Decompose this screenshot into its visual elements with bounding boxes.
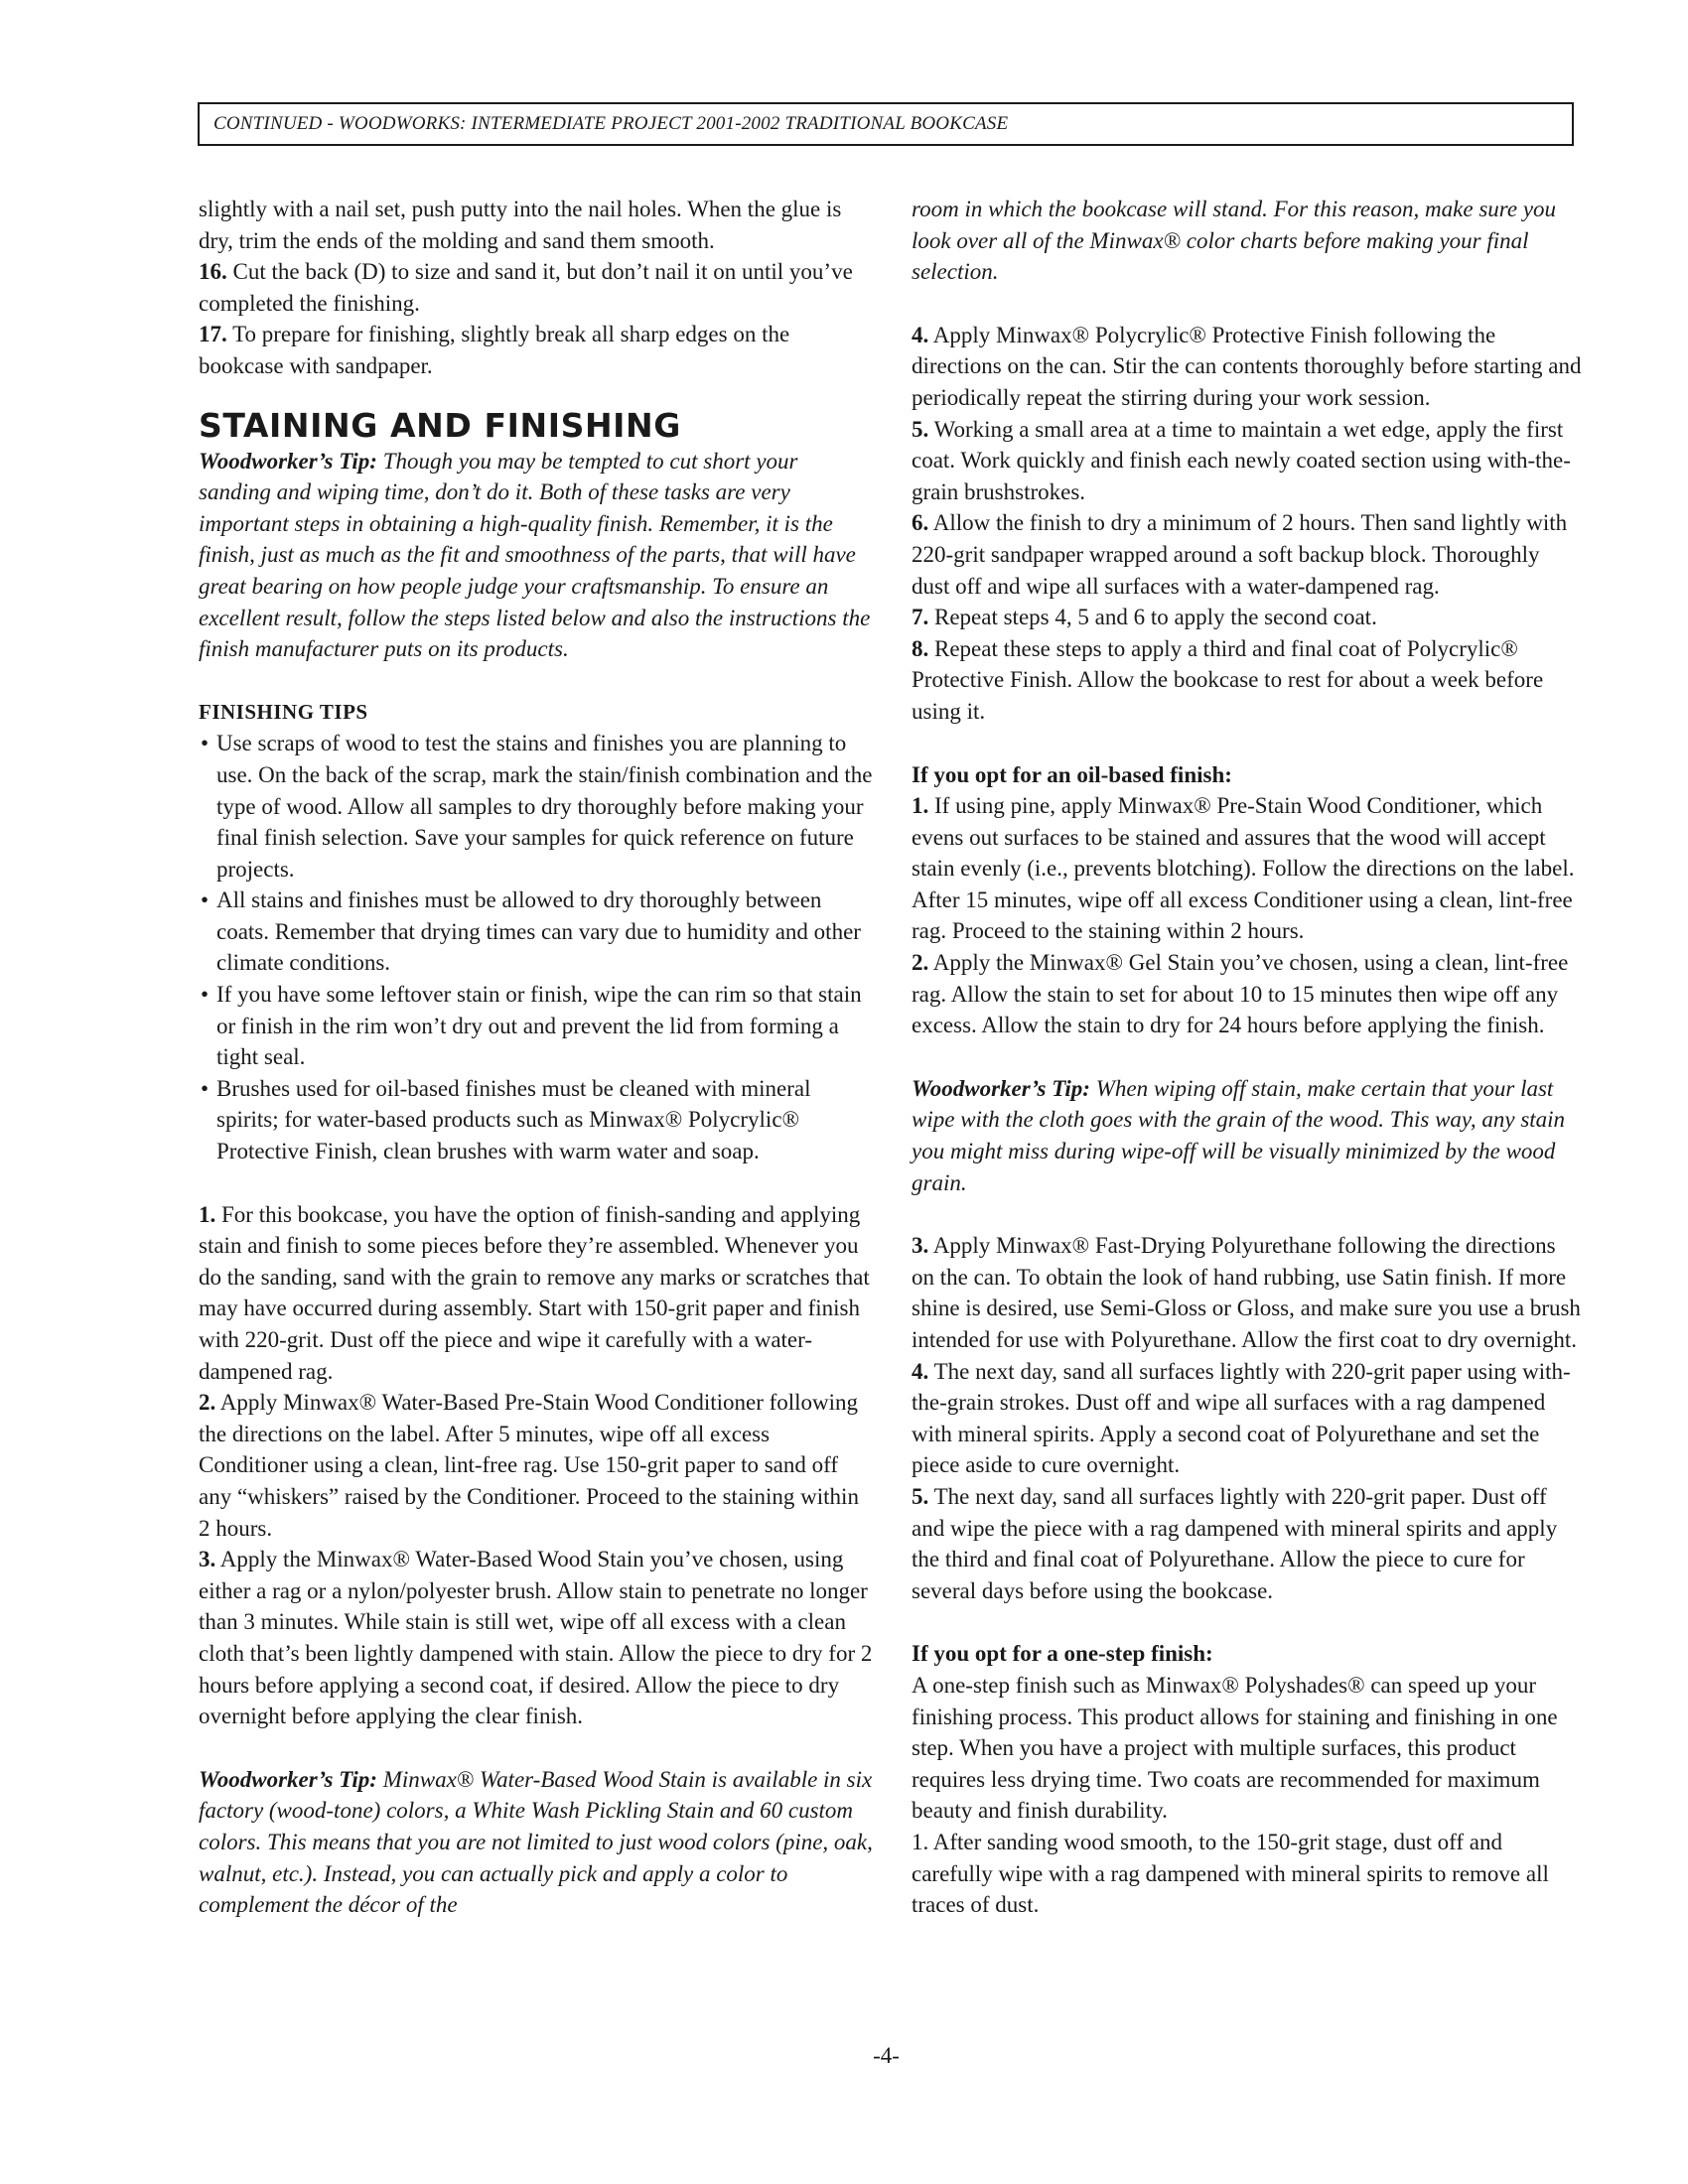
step-text: Apply Minwax® Polycrylic® Protective Finish following the directions on the can. Stir the can contents thoroughly before starting and periodically repeat the stirring during your work session. bbox=[912, 322, 1582, 410]
step-text: Apply Minwax® Water-Based Pre-Stain Wood Conditioner following the directions on the label. After 5 minutes, wipe off all excess Conditioner using a clean, lint-free rag. Use 150-grit paper to sand off any “whiskers” raised by the Conditioner. Proceed to the staining within 2 hours. bbox=[199, 1390, 859, 1541]
step-5 bbox=[912, 414, 1582, 508]
list-item: • Use scraps of wood to test the stains and finishes you are planning to use. On the back of the scrap, mark the stain/finish combination and the type of wood. Allow all samples to dry thoroughly before making your final finish selection. Save your samples for quick reference on future projects. bbox=[199, 728, 874, 885]
step-number: 17. bbox=[199, 322, 227, 347]
step-number: 4. bbox=[912, 322, 929, 347]
step-text: For this bookcase, you have the option of finish-sanding and applying stain and finish to some pieces before they’re assembled. Whenever you do the sanding, sand with the grain to remove any marks or scratches that may have occurred during assembly. Start with 150-grit paper and finish with 220-grit. Dust off the piece and wipe it carefully with a water-dampened rag. bbox=[199, 1201, 870, 1384]
step-17 bbox=[199, 319, 874, 381]
running-header bbox=[198, 102, 1574, 146]
running-header-title: CONTINUED - WOODWORKS: INTERMEDIATE PROJECT 2001-2002 TRADITIONAL BOOKCASE bbox=[213, 113, 1009, 134]
step-text: Repeat steps 4, 5 and 6 to apply the second coat. bbox=[928, 605, 1377, 630]
step-text: To prepare for finishing, slightly break all sharp edges on the bookcase with sandpaper. bbox=[199, 322, 790, 378]
tip-text: Minwax® Water-Based Wood Stain is available in six factory (wood-tone) colors, a White Wash Pickling Stain and 60 custom colors. This means that you are not limited to just wood colors (pine, oak, walnut, etc.). Instead, you can actually pick and apply a color to complement the décor of the bbox=[199, 1766, 873, 1918]
step-text: Apply Minwax® Fast-Drying Polyurethane following the directions on the can. To obtain the look of hand rubbing, use Satin finish. If more shine is desired, use Semi-Gloss or Gloss, and make sure you use a brush intended for use with Polyurethane. Allow the first coat to dry overnight. bbox=[912, 1233, 1581, 1352]
page-number: -4- bbox=[873, 2043, 900, 2068]
step-text: Allow the finish to dry a minimum of 2 hours. Then sand lightly with 220-grit sandpaper wrapped around a soft backup block. Thoroughly dust off and wipe all surfaces with a water-dampened rag. bbox=[912, 510, 1568, 599]
list-item: • All stains and finishes must be allowed to dry thoroughly between coats. Remember that drying times can vary due to humidity and other climate conditions. bbox=[199, 885, 874, 979]
step-8 bbox=[912, 633, 1582, 728]
step-16 bbox=[199, 256, 874, 319]
step-number: 16. bbox=[199, 259, 227, 285]
oil-step-2 bbox=[912, 947, 1582, 1041]
list-item: • Brushes used for oil-based finishes must be cleaned with mineral spirits; for water-based products such as Minwax® Polycrylic® Protective Finish, clean brushes with warm water and soap. bbox=[199, 1073, 874, 1167]
step-2 bbox=[199, 1387, 874, 1544]
step-number: 3. bbox=[912, 1233, 929, 1259]
tip-continuation: room in which the bookcase will stand. For this reason, make sure you look over all of the Minwax® color charts before making your final selection. bbox=[912, 197, 1557, 285]
left-column bbox=[199, 194, 874, 1921]
step-text: Apply the Minwax® Water-Based Wood Stain you’ve chosen, using either a rag or a nylon/polyester brush. Allow stain to penetrate no longer than 3 minutes. While stain is still wet, wipe off all excess with a clean cloth that’s been lightly dampened with stain. Allow the piece to dry for 2 hours before applying a second coat, if desired. Allow the piece to dry overnight before applying the clear finish. bbox=[199, 1547, 873, 1729]
step-number: 5. bbox=[912, 1483, 929, 1509]
woodworkers-tip bbox=[199, 1764, 874, 1921]
tip-label: Woodworker’s Tip: bbox=[199, 1766, 377, 1792]
step-text: Apply the Minwax® Gel Stain you’ve chosen, using a clean, lint-free rag. Allow the stain to set for about 10 to 15 minutes then wipe off any excess. Allow the stain to dry for 24 hours before applying the finish. bbox=[912, 950, 1569, 1038]
one-step-heading: If you opt for a one-step finish: bbox=[912, 1641, 1213, 1667]
step-text: If using pine, apply Minwax® Pre-Stain Wood Conditioner, which evens out surfaces to be stained and assures that the wood will accept stain evenly (i.e., prevents blotching). Follow the directions on the label. After 15 minutes, wipe off all excess Conditioner using a clean, lint-free rag. Proceed to the staining within 2 hours. bbox=[912, 793, 1575, 944]
paragraph: slightly with a nail set, push putty into the nail holes. When the glue is dry, trim the ends of the molding and sand them smooth. bbox=[199, 197, 842, 253]
step-number: 7. bbox=[912, 605, 929, 630]
right-column bbox=[912, 194, 1582, 1921]
step-number: 2. bbox=[199, 1390, 216, 1416]
tip-label: Woodworker’s Tip: bbox=[199, 448, 377, 474]
step-number: 2. bbox=[912, 950, 929, 976]
step-number: 5. bbox=[912, 416, 929, 442]
step-text: Repeat these steps to apply a third and final coat of Polycrylic® Protective Finish. Allow the bookcase to rest for about a week before using it. bbox=[912, 635, 1544, 724]
step-text: Working a small area at a time to maintain a wet edge, apply the first coat. Work quickly and finish each newly coated section using with-the-grain brushstrokes. bbox=[912, 416, 1571, 504]
list-item: • If you have some leftover stain or finish, wipe the can rim so that stain or finish in the rim won’t dry out and prevent the lid from forming a tight seal. bbox=[199, 979, 874, 1073]
step-number: 6. bbox=[912, 510, 929, 536]
oil-step-5 bbox=[912, 1481, 1582, 1606]
step-number: 3. bbox=[199, 1547, 216, 1572]
step-7 bbox=[912, 602, 1582, 633]
step-text: Cut the back (D) to size and sand it, but don’t nail it on until you’ve completed the finishing. bbox=[199, 259, 853, 316]
oil-step-3 bbox=[912, 1230, 1582, 1355]
oil-based-heading: If you opt for an oil-based finish: bbox=[912, 761, 1232, 787]
step-1 bbox=[199, 1199, 874, 1388]
one-step-step-1: 1. After sanding wood smooth, to the 150-grit stage, dust off and carefully wipe with a rag dampened with mineral spirits to remove all traces of dust. bbox=[912, 1829, 1549, 1918]
section-title: STAINING AND FINISHING bbox=[199, 405, 681, 445]
step-6 bbox=[912, 507, 1582, 602]
tip-text: When wiping off stain, make certain that your last wipe with the cloth goes with the grain of the wood. This way, any stain you might miss during wipe-off will be visually minimized by the wood grain. bbox=[912, 1075, 1566, 1195]
step-text: The next day, sand all surfaces lightly with 220-grit paper. Dust off and wipe the piece with a rag dampened with mineral spirits and apply the third and final coat of Polyurethane. Allow the piece to cure for several days before using the bookcase. bbox=[912, 1483, 1558, 1603]
finishing-tips-list bbox=[199, 728, 874, 1166]
woodworkers-tip bbox=[912, 1073, 1582, 1198]
step-number: 4. bbox=[912, 1358, 929, 1384]
tip-label: Woodworker’s Tip: bbox=[912, 1075, 1090, 1101]
tip-text: Though you may be tempted to cut short your sanding and wiping time, don’t do it. Both of these tasks are very important steps in obtaining a high-quality finish. Remember, it is the finish, just as much as the fit and smoothness of the parts, that will have great bearing on how people judge your craftsmanship. To ensure an excellent result, follow the steps listed below and also the instructions the finish manufacturer puts on its products. bbox=[199, 448, 871, 662]
step-number: 1. bbox=[912, 793, 929, 819]
woodworkers-tip bbox=[199, 446, 874, 665]
oil-step-4 bbox=[912, 1356, 1582, 1481]
finishing-tips-heading: FINISHING TIPS bbox=[199, 699, 368, 724]
step-number: 8. bbox=[912, 635, 929, 661]
step-4 bbox=[912, 320, 1582, 414]
paragraph: A one-step finish such as Minwax® Polyshades® can speed up your finishing process. This product allows for staining and finishing in one step. When you have a project with multiple surfaces, this product requires less drying time. Two coats are recommended for maximum beauty and finish durability. bbox=[912, 1672, 1558, 1824]
oil-step-1 bbox=[912, 790, 1582, 947]
step-3 bbox=[199, 1544, 874, 1732]
step-text: The next day, sand all surfaces lightly with 220-grit paper using with-the-grain strokes. Dust off and wipe all surfaces with a rag dampened with mineral spirits. Apply a second coat of Polyurethane and set the piece aside to cure overnight. bbox=[912, 1358, 1571, 1478]
step-number: 1. bbox=[199, 1201, 216, 1227]
